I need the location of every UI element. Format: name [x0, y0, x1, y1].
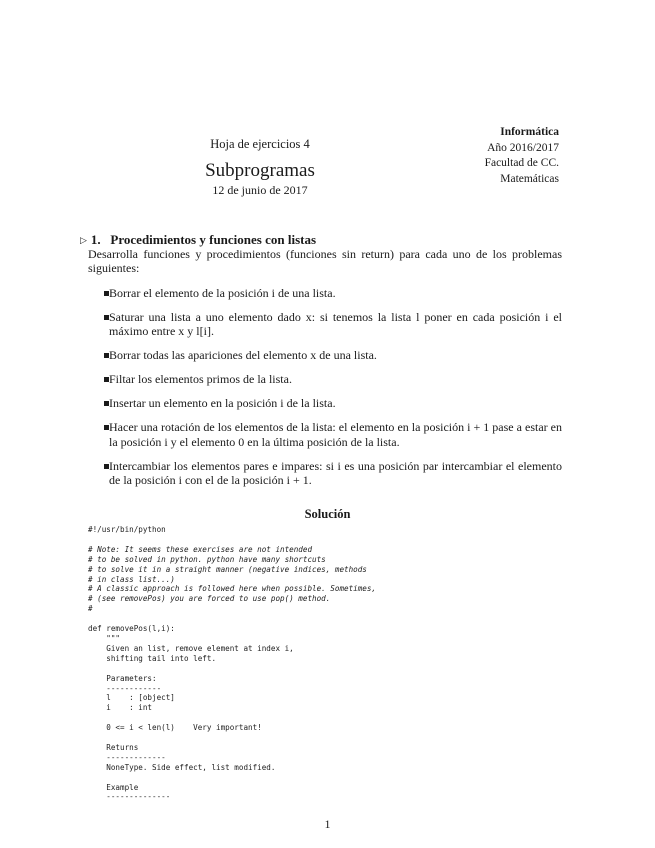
code-line: 0 <= i < len(l) Very important!: [88, 723, 262, 733]
code-line: shifting tail into left.: [88, 653, 217, 663]
bullet-icon: [104, 377, 109, 382]
list-item: [88, 310, 562, 339]
section-title: 1. Procedimientos y funciones con listas: [90, 232, 317, 247]
item-text: Borrar el elemento de la posición i de una lista.: [109, 286, 336, 300]
worksheet-label: Hoja de ejercicios 4: [210, 137, 310, 151]
code-comment: # to solve it in a straight manner (negative indices, methods: [88, 564, 367, 574]
bullet-icon: [104, 401, 109, 406]
bullet-icon: [104, 315, 109, 320]
section-intro: Desarrolla funciones y procedimientos (funciones sin return) para cada uno de los problemas siguientes:: [88, 247, 562, 276]
dept-year: Año 2016/2017: [487, 141, 559, 154]
solution-heading: Solución: [304, 507, 351, 521]
item-text: Saturar una lista a uno elemento dado x: si tenemos la lista l poner en cada posición i el máximo entre x y l[i].: [109, 310, 562, 339]
document-date: 12 de junio de 2017: [212, 183, 308, 197]
dept-faculty: Facultad de CC.: [484, 157, 559, 170]
exercise-list: [88, 286, 562, 497]
code-line: Parameters:: [88, 673, 157, 683]
code-comment: #: [88, 604, 93, 614]
dept-field: Matemáticas: [500, 172, 559, 185]
list-item: [88, 286, 562, 300]
page-title: Subprogramas: [205, 160, 315, 181]
code-line: Example: [88, 782, 139, 792]
item-text: Filtar los elementos primos de la lista.: [109, 372, 292, 387]
code-comment: # A classic approach is followed here when possible. Sometimes,: [88, 584, 377, 594]
list-item: [88, 348, 562, 362]
item-text: Intercambiar los elementos pares e impares: si i es una posición par intercambiar el elemento de la posición i con el de la posición i + 1.: [109, 458, 562, 488]
list-item: [88, 459, 562, 488]
code-block: [88, 525, 376, 802]
bullet-icon: [104, 353, 109, 358]
triangle-marker-icon: ▷: [80, 235, 87, 245]
code-line: Given an list, remove element at index i,: [88, 643, 294, 653]
bullet-icon: [104, 425, 109, 430]
code-comment: # Note: It seems these exercises are not intended: [88, 544, 313, 554]
list-item: [88, 396, 562, 410]
bullet-icon: [104, 464, 109, 469]
bullet-icon: [104, 291, 109, 296]
item-text: Borrar todas las apariciones del elemento x de una lista.: [109, 348, 377, 363]
page-number: 1: [324, 817, 331, 831]
item-text: Insertar un elemento en la posición i de la lista.: [109, 396, 336, 411]
section-heading: [80, 232, 316, 248]
code-comment: # to be solved in python. python have many shortcuts: [88, 554, 326, 564]
list-item: [88, 420, 562, 449]
code-line: -------------: [88, 752, 166, 762]
dept-subject: Informática: [500, 126, 559, 138]
code-line: --------------: [88, 792, 171, 802]
code-line: i : int: [88, 703, 153, 713]
code-line: Returns: [88, 742, 139, 752]
department-block: [399, 125, 559, 187]
code-line: #!/usr/bin/python: [88, 525, 166, 534]
code-line: NoneType. Side effect, list modified.: [88, 762, 276, 772]
item-text: Hacer una rotación de los elementos de la lista: el elemento en la posición i + 1 pase a estar en la posición i y el elemento 0 en la última posición de la lista.: [109, 420, 562, 449]
code-line: def removePos(l,i):: [88, 624, 175, 634]
code-line: ------------: [88, 683, 162, 693]
list-item: [88, 372, 562, 386]
code-line: """: [88, 633, 121, 643]
code-comment: # (see removePos) you are forced to use pop() method.: [88, 594, 331, 604]
code-line: l : [object]: [88, 693, 175, 703]
code-comment: # in class list...): [88, 574, 175, 584]
